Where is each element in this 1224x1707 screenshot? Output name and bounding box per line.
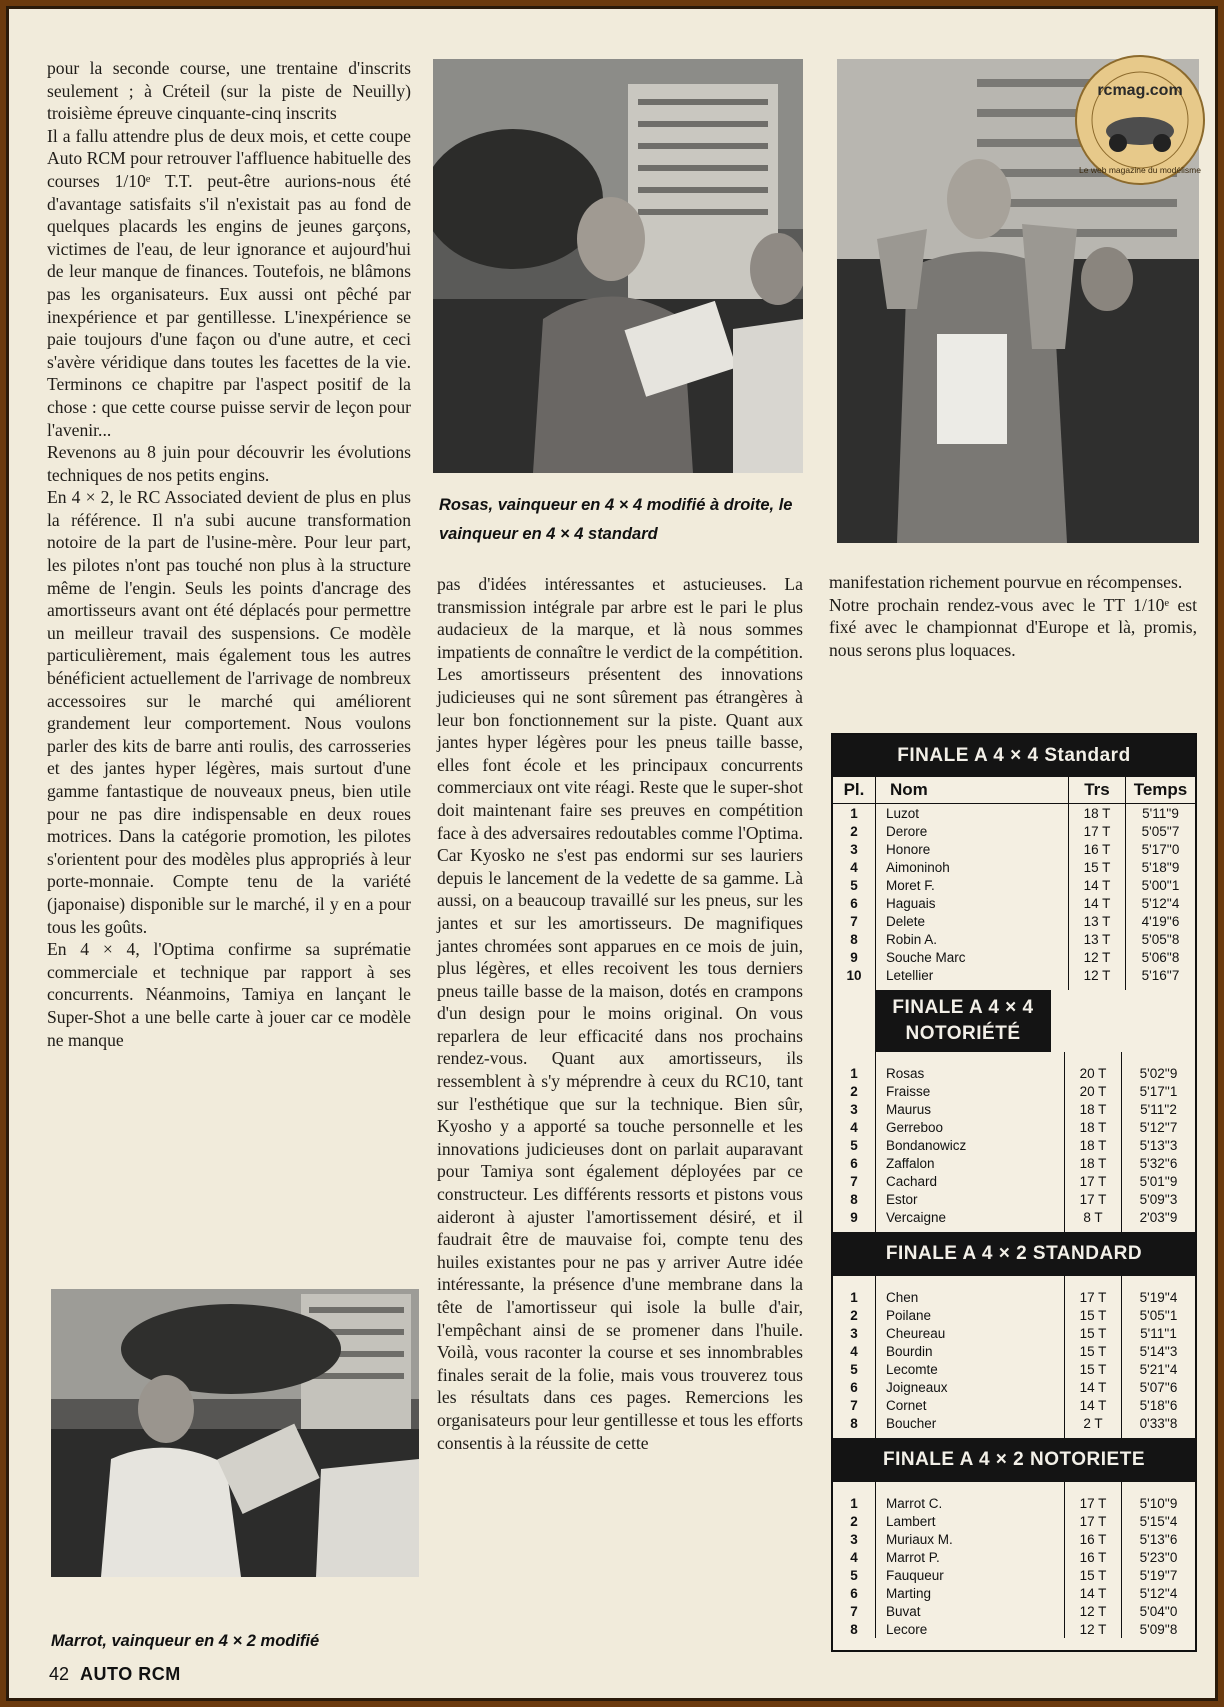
header-pl: Pl. xyxy=(833,777,876,804)
table-row xyxy=(833,1396,1195,1414)
result-place: 5 xyxy=(833,1360,876,1378)
result-time: 5'16''7 xyxy=(1141,967,1180,983)
result-place: 8 xyxy=(833,1190,876,1208)
result-name: Estor xyxy=(876,1190,1065,1208)
table-row xyxy=(833,1360,1195,1378)
result-name: Aimoninoh xyxy=(876,858,1069,876)
result-laps: 17 T xyxy=(1065,1172,1122,1190)
result-time: 5'12''4 xyxy=(1139,1585,1178,1601)
result-time: 5'15''4 xyxy=(1139,1513,1178,1529)
result-laps: 13 T xyxy=(1069,930,1126,948)
table-row xyxy=(833,1306,1195,1324)
result-name: Vercaigne xyxy=(876,1208,1065,1226)
results-table xyxy=(831,733,1197,1652)
result-name: Chen xyxy=(876,1288,1065,1306)
result-laps: 16 T xyxy=(1065,1530,1122,1548)
paragraph: Revenons au 8 juin pour découvrir les évolutions techniques de nos petits engins. xyxy=(47,442,411,485)
table-row xyxy=(833,1342,1195,1360)
result-name: Joigneaux xyxy=(876,1378,1065,1396)
result-name: Poilane xyxy=(876,1306,1065,1324)
table-row xyxy=(833,1378,1195,1396)
result-laps: 14 T xyxy=(1065,1396,1122,1414)
result-time: 5'09''3 xyxy=(1139,1191,1178,1207)
table-row xyxy=(833,1620,1195,1638)
table-row xyxy=(833,1414,1195,1432)
result-time: 5'04''0 xyxy=(1139,1603,1178,1619)
result-place: 1 xyxy=(833,1288,876,1306)
result-place: 4 xyxy=(833,1548,876,1566)
result-laps: 12 T xyxy=(1069,948,1126,966)
table-row xyxy=(833,1602,1195,1620)
result-name: Delete xyxy=(876,912,1069,930)
result-laps: 15 T xyxy=(1069,858,1126,876)
result-place: 6 xyxy=(833,1154,876,1172)
table-row xyxy=(833,1548,1195,1566)
result-time: 5'17''0 xyxy=(1141,841,1180,857)
result-place: 7 xyxy=(833,912,876,930)
article-column-1 xyxy=(47,57,411,1051)
photo-rosas xyxy=(433,59,803,473)
result-place: 2 xyxy=(833,1306,876,1324)
result-place: 5 xyxy=(833,1566,876,1584)
result-time: 5'21''4 xyxy=(1139,1361,1178,1377)
table-row xyxy=(833,1064,1195,1082)
result-laps: 15 T xyxy=(1065,1342,1122,1360)
result-place: 6 xyxy=(833,894,876,912)
result-place: 4 xyxy=(833,1342,876,1360)
page-footer xyxy=(49,1664,181,1685)
rcmag-logo xyxy=(1073,53,1207,187)
table-row xyxy=(833,1208,1195,1226)
result-laps: 15 T xyxy=(1065,1566,1122,1584)
result-place: 1 xyxy=(833,804,876,823)
section-title: FINALE A 4 × 2 STANDARD xyxy=(833,1232,1195,1276)
result-name: Bondanowicz xyxy=(876,1136,1065,1154)
table-row xyxy=(833,1584,1195,1602)
result-time: 5'32''6 xyxy=(1139,1155,1178,1171)
result-name: Lecore xyxy=(876,1620,1065,1638)
result-name: Zaffalon xyxy=(876,1154,1065,1172)
result-place: 9 xyxy=(833,948,876,966)
result-name: Letellier xyxy=(876,966,1069,984)
result-name: Marting xyxy=(876,1584,1065,1602)
paragraph: En 4 × 4, l'Optima confirme sa suprématie commerciale et technique par rapport à ses concurrents. Néanmoins, Tamiya en lançant le Super-Shot a une belle carte à jouer car ce modèle ne manque xyxy=(47,939,411,1050)
magazine-page xyxy=(6,6,1218,1701)
result-place: 1 xyxy=(833,1494,876,1512)
header-trs: Trs xyxy=(1069,777,1126,804)
result-laps: 18 T xyxy=(1065,1154,1122,1172)
result-time: 5'12''7 xyxy=(1139,1119,1178,1135)
result-place: 6 xyxy=(833,1378,876,1396)
table-row xyxy=(833,1154,1195,1172)
result-place: 3 xyxy=(833,1530,876,1548)
table-row xyxy=(833,1512,1195,1530)
result-place: 7 xyxy=(833,1172,876,1190)
result-time: 5'05''8 xyxy=(1141,931,1180,947)
result-laps: 16 T xyxy=(1065,1548,1122,1566)
table-row xyxy=(833,930,1195,948)
result-place: 8 xyxy=(833,1620,876,1638)
result-name: Cheureau xyxy=(876,1324,1065,1342)
result-laps: 16 T xyxy=(1069,840,1126,858)
result-laps: 17 T xyxy=(1065,1512,1122,1530)
result-name: Lecomte xyxy=(876,1360,1065,1378)
paragraph: Notre prochain rendez-vous avec le TT 1/10ᵉ est fixé avec le championnat d'Europe et là, promis, nous serons plus loquaces. xyxy=(829,594,1197,660)
result-laps: 18 T xyxy=(1065,1136,1122,1154)
table-row xyxy=(833,858,1195,876)
result-time: 5'05''1 xyxy=(1139,1307,1178,1323)
result-place: 5 xyxy=(833,876,876,894)
result-name: Buvat xyxy=(876,1602,1065,1620)
result-time: 5'10''9 xyxy=(1139,1495,1178,1511)
result-time: 2'03''9 xyxy=(1139,1209,1178,1225)
paragraph: pour la seconde course, une trentaine d'inscrits seulement ; à Créteil (sur la piste de Neuilly) troisième épreuve cinquante-cinq inscrits xyxy=(47,58,411,124)
result-time: 5'02''9 xyxy=(1139,1065,1178,1081)
result-place: 7 xyxy=(833,1602,876,1620)
result-place: 2 xyxy=(833,1512,876,1530)
article-column-3 xyxy=(829,571,1197,661)
result-place: 8 xyxy=(833,930,876,948)
result-laps: 14 T xyxy=(1069,894,1126,912)
result-laps: 12 T xyxy=(1069,966,1126,984)
result-place: 1 xyxy=(833,1064,876,1082)
result-name: Robin A. xyxy=(876,930,1069,948)
result-time: 5'06''8 xyxy=(1141,949,1180,965)
section-title: FINALE A 4 × 4 Standard xyxy=(833,735,1195,777)
table-row xyxy=(833,876,1195,894)
result-name: Fraisse xyxy=(876,1082,1065,1100)
result-place: 8 xyxy=(833,1414,876,1432)
result-time: 5'11''1 xyxy=(1140,1325,1177,1341)
result-laps: 20 T xyxy=(1065,1064,1122,1082)
table-row xyxy=(833,1118,1195,1136)
result-time: 5'09''8 xyxy=(1139,1621,1178,1637)
result-time: 5'12''4 xyxy=(1141,895,1180,911)
result-time: 5'13''6 xyxy=(1139,1531,1178,1547)
result-name: Derore xyxy=(876,822,1069,840)
table-row xyxy=(833,822,1195,840)
table-row xyxy=(833,966,1195,984)
result-name: Gerreboo xyxy=(876,1118,1065,1136)
section-rows xyxy=(833,1288,1195,1432)
header-nom: Nom xyxy=(876,777,1069,804)
result-place: 4 xyxy=(833,858,876,876)
result-laps: 17 T xyxy=(1065,1190,1122,1208)
result-place: 10 xyxy=(833,966,876,984)
result-time: 4'19''6 xyxy=(1141,913,1180,929)
result-time: 5'00''1 xyxy=(1141,877,1180,893)
result-place: 3 xyxy=(833,840,876,858)
table-row xyxy=(833,1530,1195,1548)
result-time: 5'05''7 xyxy=(1141,823,1180,839)
section-table xyxy=(833,777,1195,990)
result-name: Marrot P. xyxy=(876,1548,1065,1566)
result-time: 5'01''9 xyxy=(1139,1173,1178,1189)
result-name: Moret F. xyxy=(876,876,1069,894)
table-row xyxy=(833,840,1195,858)
result-laps: 8 T xyxy=(1065,1208,1122,1226)
table-row xyxy=(833,948,1195,966)
result-laps: 14 T xyxy=(1065,1584,1122,1602)
result-name: Fauqueur xyxy=(876,1566,1065,1584)
section-title: FINALE A 4 × 4 NOTORIÉTÉ xyxy=(875,990,1051,1052)
result-place: 9 xyxy=(833,1208,876,1226)
paragraph: pas d'idées intéressantes et astucieuses. La transmission intégrale par arbre est le pari le plus audacieux de la marque, et là nous sommes impatients de connaître le verdict de la compétition. Les amortisseurs présentent des innovations judicieuses qui ne sont sûrement pas étrangères à leur bon fonctionnement sur la piste. Quant aux jantes hyper légères pour les pneus taille basse, elles font école et les principaux concurrents commerciaux ont vite réagi. Reste que le super-shot doit maintenant faire ses preuves en compétition face à des adversaires redoutables comme l'Optima. Car Kyosko ne s'est pas endormi sur ses lauriers depuis le lancement de la vedette de sa gamme. Là aussi, on a beaucoup travaillé sur les pneus, sur les jantes et sur les amortisseurs. De magnifiques jantes chromées sont apparues en ce mois de juin, plus légères, et elles recoivent les tous derniers pneus taille basse de la maison, dotés en crampons d'un design pour le moins original. On vous reparlera de leur efficacité dans nos prochains rendez-vous. Quant aux amortisseurs, ils ressemblent à s'y méprendre à ceux du RC10, tant sur l'esthétique que sur la technique. Bien sûr, Kyosho y a apporté sa touche personnelle et les innovations judicieuses dont on parlait auparavant pour Tamiya sont également déployées par ce constructeur. Les différents ressorts et pistons vous aideront à ajuster l'amortissement désiré, et il faudrait être de mauvaise foi, compte tenu des huiles existantes pour ne pas y arriver Autre idée intéressante, la présence d'une membrane dans la tête de l'amortisseur qui isole la bulle d'air, l'empêchant ainsi de se promener dans l'huile. Voilà, vous raconter la course et ses innombrables finales serait de la folie, mais vous trouverez tous les résultats dans ces pages. Remercions les organisateurs pour leur gentillesse et tous les efforts consentis à la réussite de cette xyxy=(437,574,803,1453)
table-row xyxy=(833,1082,1195,1100)
result-laps: 17 T xyxy=(1069,822,1126,840)
result-name: Muriaux M. xyxy=(876,1530,1065,1548)
result-laps: 15 T xyxy=(1065,1360,1122,1378)
result-laps: 18 T xyxy=(1065,1118,1122,1136)
table-row xyxy=(833,1324,1195,1342)
result-laps: 20 T xyxy=(1065,1082,1122,1100)
result-name: Lambert xyxy=(876,1512,1065,1530)
result-laps: 13 T xyxy=(1069,912,1126,930)
result-laps: 18 T xyxy=(1069,804,1126,823)
result-laps: 15 T xyxy=(1065,1306,1122,1324)
section-table xyxy=(833,1052,1195,1232)
result-laps: 14 T xyxy=(1069,876,1126,894)
result-laps: 17 T xyxy=(1065,1288,1122,1306)
table-row xyxy=(833,1494,1195,1512)
magazine-brand: AUTO RCM xyxy=(80,1664,181,1684)
result-name: Rosas xyxy=(876,1064,1065,1082)
result-laps: 17 T xyxy=(1065,1494,1122,1512)
result-place: 7 xyxy=(833,1396,876,1414)
photo-marrot xyxy=(51,1289,419,1577)
result-laps: 14 T xyxy=(1065,1378,1122,1396)
result-laps: 2 T xyxy=(1065,1414,1122,1432)
result-time: 5'18''9 xyxy=(1141,859,1180,875)
result-place: 2 xyxy=(833,822,876,840)
section-table xyxy=(833,1276,1195,1438)
result-name: Cachard xyxy=(876,1172,1065,1190)
result-time: 5'17''1 xyxy=(1139,1083,1178,1099)
result-name: Maurus xyxy=(876,1100,1065,1118)
paragraph: Il a fallu attendre plus de deux mois, et cette coupe Auto RCM pour retrouver l'affluence habituelle des courses 1/10ᵉ T.T. peut-être aurions-nous été d'avantage satisfaits s'il n'existait pas au fond de quelques placards les engins de jeunes garçons, victimes de l'eau, de leur ignorance et aujourd'hui de leur manque de finances. Toutefois, ne blâmons pas les organisateurs. Eux aussi ont pêché par inexpérience et par gentillesse. L'inexpérience se paie toujours d'une façon ou d'une autre, et ceci s'avère véridique dans toutes les facettes de la vie. Terminons ce chapitre par l'aspect positif de la chose : que cette course puisse servir de leçon pour l'avenir... xyxy=(47,125,411,440)
table-row xyxy=(833,1136,1195,1154)
logo-site: rcmag.com xyxy=(1097,82,1183,99)
result-name: Haguais xyxy=(876,894,1069,912)
caption-rosas: Rosas, vainqueur en 4 × 4 modifié à droite, le vainqueur en 4 × 4 standard xyxy=(439,496,793,543)
table-row xyxy=(833,912,1195,930)
result-time: 5'11''2 xyxy=(1140,1101,1177,1117)
table-row xyxy=(833,1190,1195,1208)
result-time: 5'11''9 xyxy=(1142,805,1179,821)
section-title: FINALE A 4 × 2 NOTORIETE xyxy=(833,1438,1195,1482)
result-place: 3 xyxy=(833,1324,876,1342)
caption-marrot: Marrot, vainqueur en 4 × 2 modifié xyxy=(51,1632,320,1650)
result-name: Souche Marc xyxy=(876,948,1069,966)
logo-tagline: Le web magazine du modélisme xyxy=(1079,165,1201,175)
table-header-row xyxy=(833,777,1195,804)
table-row xyxy=(833,1566,1195,1584)
result-name: Bourdin xyxy=(876,1342,1065,1360)
result-name: Boucher xyxy=(876,1414,1065,1432)
paragraph: manifestation richement pourvue en récompenses. xyxy=(829,572,1183,592)
section-table xyxy=(833,1482,1195,1638)
result-laps: 12 T xyxy=(1065,1620,1122,1638)
section-rows xyxy=(833,1494,1195,1638)
article-column-2 xyxy=(437,573,803,1454)
result-place: 6 xyxy=(833,1584,876,1602)
result-name: Honore xyxy=(876,840,1069,858)
table-row xyxy=(833,1100,1195,1118)
result-laps: 18 T xyxy=(1065,1100,1122,1118)
header-temps: Temps xyxy=(1126,777,1196,804)
section-rows xyxy=(833,804,1195,985)
result-name: Marrot C. xyxy=(876,1494,1065,1512)
result-time: 5'13''3 xyxy=(1139,1137,1178,1153)
result-time: 5'14''3 xyxy=(1139,1343,1178,1359)
result-laps: 12 T xyxy=(1065,1602,1122,1620)
table-row xyxy=(833,804,1195,823)
result-time: 5'18''6 xyxy=(1139,1397,1178,1413)
result-place: 5 xyxy=(833,1136,876,1154)
result-time: 5'19''4 xyxy=(1139,1289,1178,1305)
result-time: 5'23''0 xyxy=(1139,1549,1178,1565)
section-rows xyxy=(833,1064,1195,1226)
page-number: 42 xyxy=(49,1664,70,1684)
result-place: 3 xyxy=(833,1100,876,1118)
result-name: Luzot xyxy=(876,804,1069,823)
paragraph: En 4 × 2, le RC Associated devient de plus en plus la référence. Il n'a subi aucune transformation notoire de la part de l'usine-mère. Pour leur part, les pilotes n'ont pas touché non plus à la structure même de l'engin. Seuls les points d'ancrage des amortisseurs avant ont été déplacés pour permettre un meilleur travail des suspensions. Ce modèle particulièrement, mais également tous les autres bénéficient actuellement de l'arrivage de nombreux accessoires sur le marché qui améliorent grandement leur comportement. Nous voulons parler des kits de barre anti roulis, des carrosseries et des jantes hyper légères, mais surtout d'une gamme fantastique de nouveaux pneus, bien utile pour ne pas dire indispensable en deux roues motrices. Dans la catégorie promotion, les pilotes s'orientent pour des modèles plus appropriés à leur porte-monnaie. Compte tenu de la variété (japonaise) disponible sur le marché, il y en a pour tous les goûts. xyxy=(47,487,411,937)
result-place: 2 xyxy=(833,1082,876,1100)
result-place: 4 xyxy=(833,1118,876,1136)
result-laps: 15 T xyxy=(1065,1324,1122,1342)
table-row xyxy=(833,894,1195,912)
result-time: 5'07''6 xyxy=(1139,1379,1178,1395)
result-time: 5'19''7 xyxy=(1139,1567,1178,1583)
table-row xyxy=(833,1172,1195,1190)
result-time: 0'33''8 xyxy=(1139,1415,1178,1431)
result-name: Cornet xyxy=(876,1396,1065,1414)
table-row xyxy=(833,1288,1195,1306)
